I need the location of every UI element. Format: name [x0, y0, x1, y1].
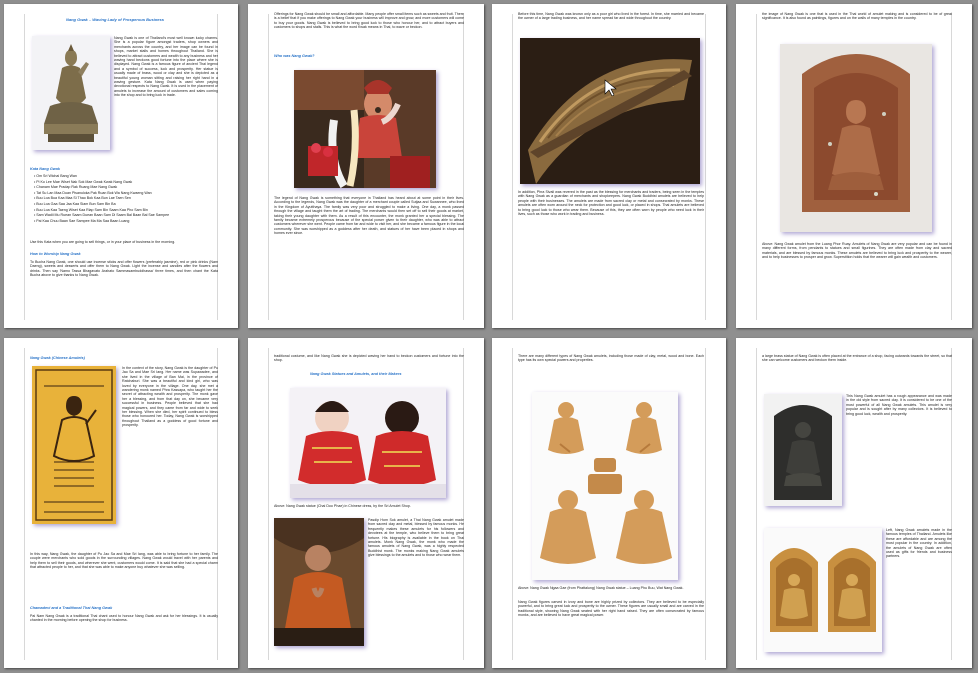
caption-text: Above: Nang Gwak statue (Chai Doo Phae) in Chinese dress, by the Sri Amulet Shop.	[274, 504, 411, 508]
intro-text: There are many different types of Nang Gwak amulets, including those made of clay, metal, wood and bone. Each type has its own special powers and properties.	[518, 354, 704, 363]
chant-text: Pai Nam Nang Gwak is a traditional Thai chant used to honour Nang Gwak and ask for her blessings. It is usually chanted in the morning before opening the shop for business.	[30, 614, 218, 623]
caption-text: Above: Nang Gwak Ngaa Gae (from Phattalung) Nang Gwak statue – Luang Phu Buu, Wat Nang Gwak.	[518, 586, 684, 590]
side-text-2: Left, Nang Gwak amulets made in the famous temples of Thailand. Amulets like these are affordable and are among the most popular in the country. In addition, the amulets of Nang Gwak are often used as gifts for friends and business partners.	[886, 528, 952, 559]
kata-line: • Buu Loa Gaa Saa Jaa Kaa Siam Bun Sam Bin Ba	[34, 202, 169, 208]
kata-line: • Tat Su Lan Maa Duan Pisanuloka Pak Ruan Bok Wa Nang Kwaeng Wan	[34, 191, 169, 197]
document-page-7[interactable]	[492, 338, 726, 668]
page-title: Nang Gwak – Waving Lady of Prosperous Business	[66, 17, 164, 22]
gold-amulets-photo	[764, 528, 882, 652]
kata-note: Use this Kata when you are going to sell things, or in your place of business in the morning.	[30, 240, 176, 244]
worship-heading: How to Worship Nang Gwak	[30, 252, 81, 256]
section-heading: Who was Nang Gwak?	[274, 54, 315, 58]
kata-line: • Buu Loa Kaa Taeng Wiset Kaa Riap Sam Bin Saam Kaa Pho Sam Bin	[34, 208, 169, 214]
side-text: This Nang Gwak amulet has a rough appearance and was made in the old style from sacred clay. It is considered to be one of the most powerful of all Nang Gwak amulets. This amulet is very popular and is sought after by many collectors. It is believed to bring good luck, wealth and prosperity.	[846, 394, 952, 416]
document-page-8[interactable]	[736, 338, 972, 668]
section-heading: Nang Gwak Statues and Amulets, and their Makers	[310, 372, 402, 376]
document-page-6[interactable]	[248, 338, 484, 668]
document-page-3[interactable]	[492, 4, 726, 328]
monk-photo	[274, 518, 364, 646]
document-page-1[interactable]	[4, 4, 238, 328]
worship-text: To Bucha Nang Gwak, one should use incense sticks and offer flowers (preferably jasmine), red or pink drinks (Nam Daeng), sweets and desserts and offer them to Nang Gwak. Light the incense and candles after the flowers and drinks. Then say 'Namo Tassa Bhagavato Arahato Sammasambuddhassa' three times, and then chant the Kata Bucha above to give thanks to Nang Gwak.	[30, 260, 218, 278]
kata-line: • Sam Wadii Mu Ruean Saam Duean Baan Sam Di Saam Bal Baan Bal Sae Sampee	[34, 213, 169, 219]
body-text: Nang Gwak figures carved in ivory and bone are highly prized by collectors. They are believed to be especially powerful, and to bring great luck and prosperity to the owner. These figures are usually small and are carved in the traditional style, showing Nang Gwak seated with her right hand raised. They are often consecrated by famous monks, and are believed to have great magical power.	[518, 600, 704, 618]
document-page-2[interactable]	[248, 4, 484, 328]
chant-heading: Chamadevi and a Traditional Thai Nang Gwak	[30, 606, 113, 610]
carved-figures-photo	[532, 392, 678, 580]
kata-line: • Chanam Mae Pradap Rak Ruang Mae Nang Gwak	[34, 185, 169, 191]
body-text: In this way, Nang Gwak, the daughter of Pu Jao Sa and Mae Sri Iang, was able to bring fortune to her family. The couple were merchants who sold goods in the surrounding villages. Nang Gwak would travel with her parents and help them to sell their goods, and wherever she went, customers would come. It is said that she had a special charm that attracted people to her, and that she was able to make anyone buy whatever she was selling.	[30, 552, 218, 570]
yantra-cloth-image	[32, 366, 116, 524]
intro-text: a large brass statue of Nang Gwak is often placed at the entrance of a shop, facing outwards towards the street, so that she can welcome customers and beckon them inside.	[762, 354, 952, 363]
side-text: Pasdip Hom Sok amulet, a Thai Nang Gwak amulet made from sacred clay and metal, blessed by famous monks. He frequently makes these amulets for his followers and devotees at the temple, who believe them to bring great fortune. His biography is available in the book on Thai amulets. Monk Nang Gwak, the monk who made the famous amulets of Nang Gwak, was a highly respected Buddhist monk. The monks making Nang Gwak amulets give blessings to the amulets and to those who wear them.	[368, 518, 464, 558]
manuscript-photo	[520, 38, 700, 184]
caption-text: Above: Nang Gwak amulet from the Luang Phor Ruay. Amulets of Nang Gwak are very popular and can be found in many different forms, from pendants to statues and small figurines. They are often made from clay and sacred materials, and are blessed by famous monks. These amulets are believed to bring luck and prosperity to the wearer, and to help businesses to prosper and grow. Superstition holds that the wearer will gain wealth and customers.	[762, 242, 952, 260]
statue-image	[32, 36, 110, 150]
intro-text: the image of Nang Gwak is one that is used in the Thai world of amulet making and is considered to be of great significance. It is also found as paintings, figures and on the walls of many temples in the country.	[762, 12, 952, 21]
chinese-statue-photo	[290, 388, 446, 498]
shrine-photo	[294, 70, 436, 188]
document-page-4[interactable]	[736, 4, 972, 328]
intro-text: Before this time, Nang Gwak was known only as a poor girl who lived in the forest. In time, she married and became the owner of a large trading business, and her name spread far and wide throughout the country.	[518, 12, 704, 21]
kata-line: • Pai Kaa Chuu Baan Sae Sampee Ma Ma Saa Baan Luang	[34, 219, 169, 225]
kata-heading: Kata Nang Gwak	[30, 167, 60, 171]
kata-list	[34, 174, 169, 224]
body-text: In addition, Phra Sivali was revered in the past as the blessing for merchants and traders, being seen in the temples with Nang Gwak as a guardian of merchants and shopkeepers. Nang Gwak Buddhist amulets are believed to help people with their businesses. The amulets are made from sacred clay or metal and consecrated by monks. These amulets are often worn around the neck for protection and good luck, or placed in shops. Thai amulets are believed to bring good luck to those who wear them. Because of this, they are often worn by people who need luck in their lives, such as those who work in trading and business.	[518, 190, 704, 217]
kata-line: • Om Sri Wichai Bang Wan	[34, 174, 169, 180]
document-page-5[interactable]	[4, 338, 238, 668]
intro-text: Nang Gwak is one of Thailand's most well known lucky charms. She is a popular figure amongst traders, shop owners and merchants across the country, and her image can be found in shops, market stalls and homes throughout Thailand. She is believed to attract customers and wealth to any business and her waving hand beckons good fortune into the place where she is displayed. Nang Gwak is a famous figure of ancient Thai legend and a symbol of success, luck and prosperity. Her statue is usually made of brass, wood or clay and she is depicted as a beautiful young woman sitting and raising her right hand in a waving gesture. Kata Nang Gwak is used when paying devotional respects to Nang Gwak. It is used in the placement of amulets to increase the amount of customers and sales coming into the shop and to bring luck in trade.	[114, 36, 218, 98]
kata-line: • Pi Ko Lee Mae Wiset Nak Sok Mae Gwak Kwak Nang Gwak	[34, 180, 169, 186]
section-heading: Nang Gwak (Chinese Amulets)	[30, 356, 85, 360]
intro-text: traditional costume, and like Nang Gwak she is depicted waving her hand to beckon customers and fortune into the shop.	[274, 354, 464, 363]
intro-text: Offerings for Nang Gwak should be small and affordable. Many people offer small items such as sweets and fruit. There is a belief that if you make offerings to Nang Gwak your business will improve and grow, and more customers will come to buy your goods. Nang Gwak is believed to bring good luck to those who honour her, and to attract buyers and customers to shops and stalls. This is what the word Kwak means in Thai, to wave or beckon.	[274, 12, 464, 30]
kata-line: • Buu Loa Bua Kaa Maa Si Thao Bok Kaa Bun Lae Taen Sen	[34, 196, 169, 202]
clay-amulet-photo	[780, 44, 932, 232]
side-text: In the context of the story, Nang Gwak is the daughter of Pu Jao Sa and Mae Sri Iang. Her name was Supawadee, and she lived in the village of Ban Mai, in the province of Ratchaburi. She was a beautiful and kind girl, who was loved by everyone in the village. One day, she met a wandering monk named Phra Kassapa, who taught her the secret of attracting wealth and prosperity. The monk gave her a blessing, and from that day on, she became very successful in business. People believed that she had magical powers, and they came from far and wide to seek her blessing. When she died, her spirit continued to bless those who honoured her. Today, Nang Gwak is worshipped throughout Thailand as a goddess of good fortune and prosperity.	[122, 366, 218, 428]
black-amulet-photo	[764, 394, 842, 506]
legend-text: The legend of Nang Gwak is something that everyone in Thailand has heard about at some point in their lives. According to the legends, Nang Gwak was the daughter of a merchant couple called Sutjaa and Suwannee, who lived in the Kingdom of Ayutthaya. The family was very poor and struggled to make a living. One day, a monk passed through the village and taught them the art of trading. The merchants would then set off to sell their goods at market, taking their young daughter with them. As a result of this encounter, the monk granted her a special blessing. The family became extremely prosperous because of the special power given to their daughter, who was able to attract customers wherever she went. People came from far and wide to visit her, and she became a famous figure in the local community. She was worshipped as a goddess after her death, and statues of her have been placed in shops and homes ever since.	[274, 196, 464, 236]
